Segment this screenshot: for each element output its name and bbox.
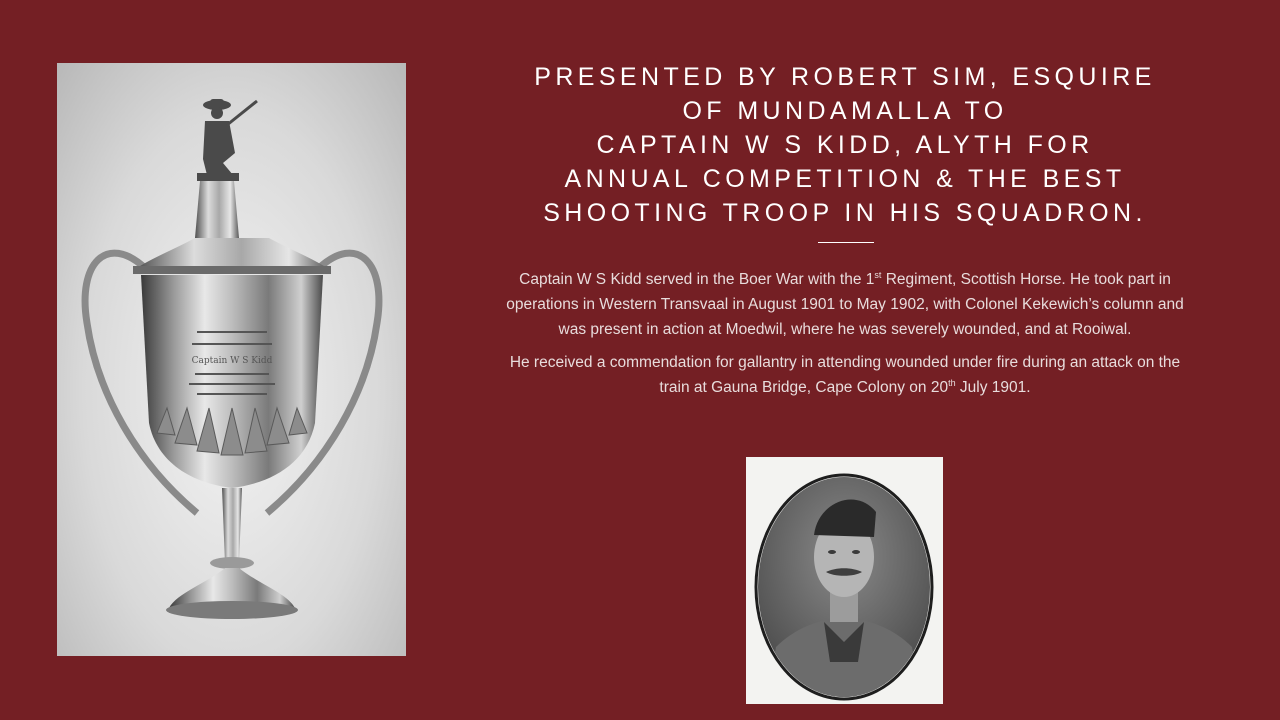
trophy-cup-illustration [57, 63, 406, 656]
svg-text:Captain W S Kidd: Captain W S Kidd [191, 356, 273, 366]
soldier-figurine [197, 99, 257, 181]
lid-knob [195, 181, 239, 238]
trophy-photo [57, 63, 406, 656]
title-line-3: CAPTAIN W S KIDD, ALYTH FOR [596, 131, 1094, 159]
stem [222, 488, 242, 563]
paragraph-commendation: He received a commendation for gallantry in attending wounded under fire during an attack on the train at Gauna Bridge, Cape Colony on 20th July 1901. [509, 354, 1181, 396]
slide-title [500, 60, 1190, 230]
portrait-photo [746, 457, 943, 704]
title-line-5: SHOOTING TROOP IN HIS SQUADRON. [543, 199, 1147, 227]
title-divider [818, 242, 874, 243]
title-line-2: OF MUNDAMALLA TO [682, 97, 1008, 125]
lid [137, 238, 327, 268]
paragraph-service: Captain W S Kidd served in the Boer War with the 1st Regiment, Scottish Horse. He took part in operations in Western Transvaal in August 1901 to May 1902, with Colonel Kekewich’s column and was present in action at Moedwil, where he was severely wounded, and at Rooiwal. [506, 269, 1184, 338]
title-line-4: ANNUAL COMPETITION & THE BEST [564, 165, 1126, 193]
soldier-portrait-illustration [746, 457, 943, 704]
bowl [141, 275, 323, 488]
title-line-1: PRESENTED BY ROBERT SIM, ESQUIRE [534, 63, 1156, 91]
body-text [505, 267, 1185, 408]
